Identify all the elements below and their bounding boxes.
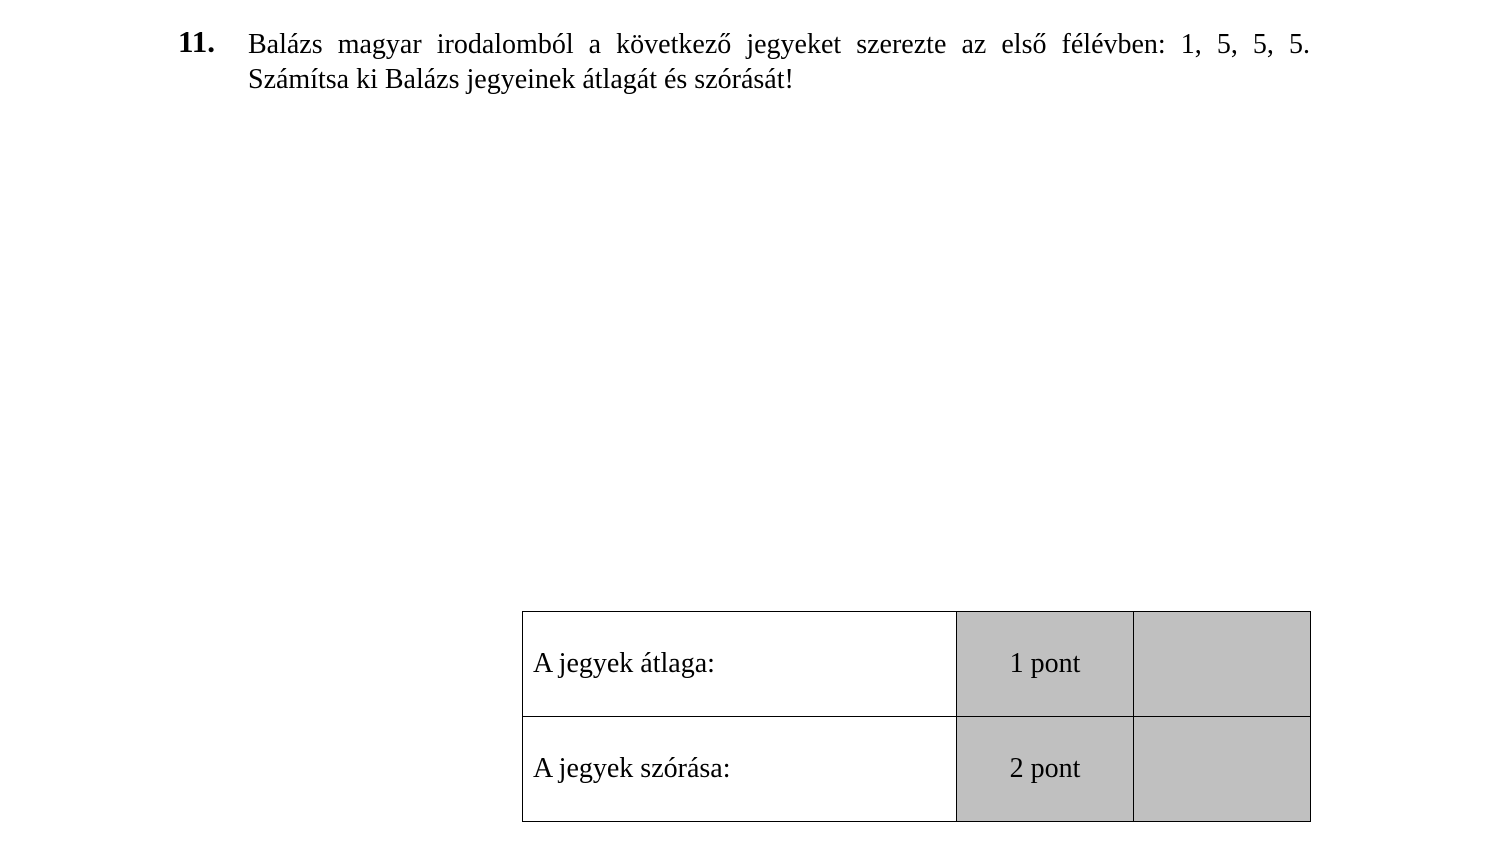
task-statement bbox=[248, 27, 1310, 97]
max-points-deviation: 2 pont bbox=[957, 717, 1134, 822]
task-number: 11. bbox=[178, 24, 216, 59]
max-points-average: 1 pont bbox=[957, 612, 1134, 717]
score-row-deviation bbox=[523, 717, 1311, 822]
earned-points-deviation bbox=[1134, 717, 1311, 822]
task-statement-line-2: Számítsa ki Balázs jegyeinek átlagát és szórását! bbox=[248, 64, 794, 95]
task-statement-line-1: Balázs magyar irodalomból a következő jegyeket szerezte az első félévben: 1, 5, 5, 5. bbox=[248, 29, 1310, 60]
score-table bbox=[522, 611, 1311, 822]
earned-points-average bbox=[1134, 612, 1311, 717]
score-label-deviation: A jegyek szórása: bbox=[523, 717, 957, 822]
score-row-average bbox=[523, 612, 1311, 717]
score-label-average: A jegyek átlaga: bbox=[523, 612, 957, 717]
